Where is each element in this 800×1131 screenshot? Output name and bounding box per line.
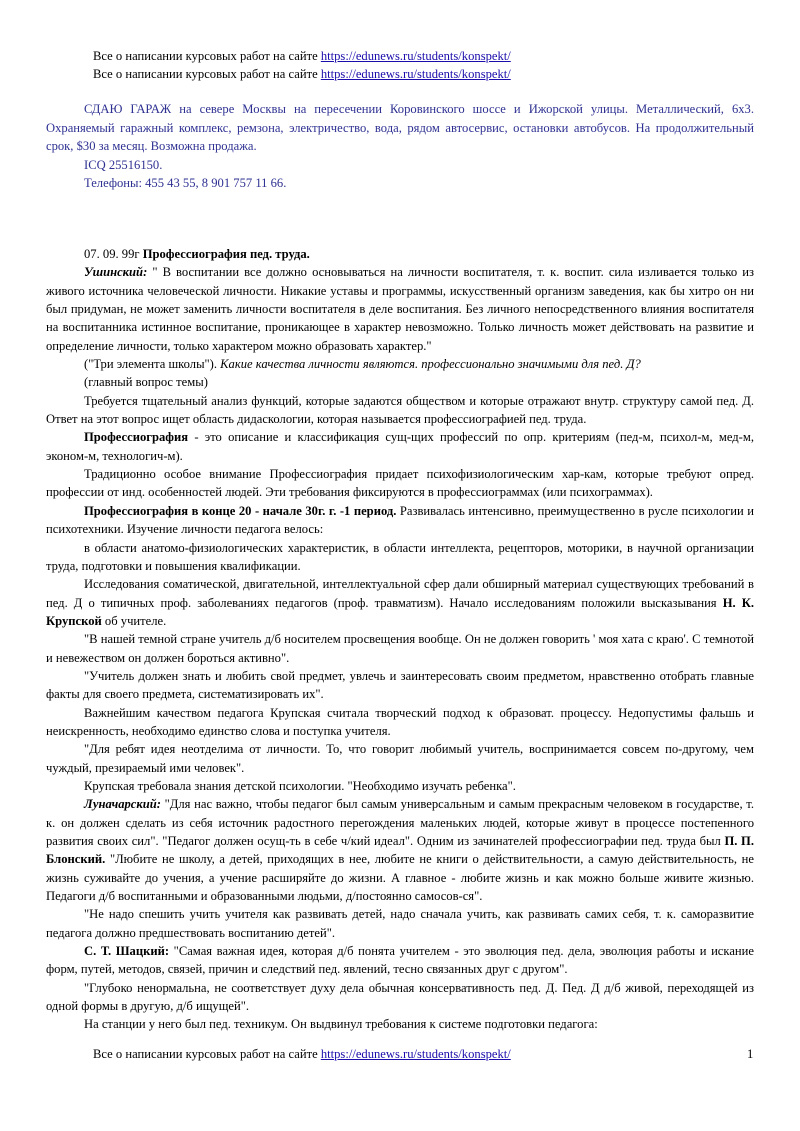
page-number: 1 [747, 1047, 754, 1061]
header-text: Все о написании курсовых работ на сайте [93, 67, 321, 81]
footer-link[interactable]: https://edunews.ru/students/konspekt/ [320, 1047, 511, 1061]
author-name: Луначарский: [84, 797, 161, 812]
paragraph-shatsky: С. Т. Шацкий: "Самая важная идея, которая д/б понята учителем - это эволюция пед. дела, эволюция работы и искание форм, путей, методов, связей, причин и следствий пед. явлений, тесно связанных друг с другом". [46, 944, 754, 977]
paragraph-technikum: На станции у него был пед. техникум. Он выдвинул требования к системе подготовки педагога: [84, 1017, 598, 1032]
header-text: Все о написании курсовых работ на сайте [93, 49, 321, 63]
quote-krupskaya-3: "Для ребят идея неотделима от личности. То, что говорит любимый учитель, воспринимается совсем по-другому, чем чуждый, презираемый ими человек". [46, 742, 754, 775]
header-line-2 [93, 65, 511, 83]
article-heading [46, 245, 754, 263]
header-link[interactable]: https://edunews.ru/students/konspekt/ [320, 67, 511, 81]
header-link[interactable]: https://edunews.ru/students/konspekt/ [320, 49, 511, 63]
ad-icq: ICQ 25516150. [84, 157, 163, 172]
paragraph-definition: Профессиография - это описание и классификация сущ-щих профессий по опр. критериям (пед-м, психол-м, мед-м, эконом-м, технологич-м). [46, 430, 754, 463]
paragraph-main-question: (главный вопрос темы) [84, 375, 208, 390]
quote-krupskaya-1: "В нашей темной стране учитель д/б носителем просвещения вообще. Он не должен говорить ' моя хата с краю'. С темнотой и невежеством он должен бороться активно". [46, 632, 754, 665]
header-line-1 [93, 47, 511, 65]
footer-line [93, 1045, 511, 1063]
paragraph-creative-approach: Важнейшим качеством педагога Крупская считала творческий подход к образоват. процессу. Недопустимы фальшь и неискренность, необходимо единство слова и поступка учителя. [46, 705, 754, 738]
quote-shatsky: "Глубоко ненормальна, не соответствует духу дела обычная консервативность пед. Д. Пед. Д д/б живой, переходящей из одной формы в другую, д/б ищущей". [46, 980, 754, 1014]
article-date: 07. 09. 99г [84, 247, 143, 261]
paragraph-ushinsky: Ушинский: " В воспитании все должно основываться на личности воспитателя, т. к. воспит. сила изливается только из живого источника человеческой личности. Никакие уставы и программы, искусственный организм заведения, как бы хитро он ни был придуман, не может заменить личности воспитателя в деле воспитания. Без личного непосредственного влияния воспитателя на воспитанника истинное воспитание, проникающее в характер невозможно. Только личность может действовать на развитие и определение личности, только характером можно образовать характер." [46, 265, 754, 353]
paragraph-lunacharsky: Луначарский: "Для нас важно, чтобы педагог был самым универсальным и самым прекрасным человеком в государстве, т. к. он должен сделать из себя источник радостного переrождения маленьких людей, которые живут в процессе постепенного развития своих сил". "Педагог должен осущ-ть в себе ч/кий идеал". Одним из зачинателей профессиографии пед. труда был П. П. Блонский. "Любите не школу, а детей, приходящих в нее, любите не книги о действительности, а самую действительность, не жизнь суживайте до учения, а учение расширяйте до жизни. А главное - любите жизнь и как можно больше живите жизнью. Педагоги д/б воспитанными и образованными людьми, д/постоянно самосов-ся". [46, 797, 755, 904]
paragraph-areas: в области анатомо-физиологических характеристик, в области интеллекта, рецепторов, моторики, в научной организации труда, подготовки и повышения квалификации. [46, 540, 754, 573]
article-body [46, 245, 754, 1034]
paragraph-question: ("Три элемента школы"). Какие качества личности являются. профессионально значимыми для пед. Д? [84, 357, 641, 372]
article-title: Профессиография пед. труда. [142, 247, 310, 261]
advertisement-block [46, 100, 754, 193]
author-name: Ушинский: [84, 265, 148, 280]
quote-blonsky: "Не надо спешить учить учителя как развивать детей, надо сначала учить, как развивать самих себя, т. к. саморазвитие педагога должно предшествовать воспитанию детей". [46, 907, 754, 940]
quote-krupskaya-2: "Учитель должен знать и любить свой предмет, увлечь и заинтересовать своим предметом, нравственно отобрать главные факты для своего предмета, систематизировать их". [46, 668, 754, 702]
ad-phones: Телефоны: 455 43 55, 8 901 757 11 66. [84, 176, 287, 190]
paragraph-tradition: Традиционно особое внимание Профессиография придает психофизиологическим хар-кам, которые требуют опред. профессии от инд. особенностей людей. Эти требования фиксируются в профессиограммах (или психограммах). [46, 467, 754, 500]
ad-paragraph: СДАЮ ГАРАЖ на севере Москвы на пересечении Коровинского шоссе и Ижорской улицы. Металлический, 6х3. Охраняемый гаражный комплекс, ремзона, электричество, вода, рядом автосервис, остановки автобусов. На продолжительный срок, $30 за месяц. Возможна продажа. [46, 102, 754, 153]
paragraph-analysis: Требуется тщательный анализ функций, которые задаются обществом и которые отражают внутр. структуру самой пед. Д. Ответ на этот вопрос ищет область дидаскологии, которая называется профессиографией пед. труда. [46, 393, 754, 427]
paragraph-period: Профессиография в конце 20 - начале 30г. г. -1 период. Развивалась интенсивно, преимущественно в русле психологии и психотехники. Изучение личности педагога велось: [46, 503, 754, 537]
footer-text: Все о написании курсовых работ на сайте [93, 1047, 321, 1061]
paragraph-research: Исследования соматической, двигательной, интеллектуальной сфер дали обширный материал существующих требований в пед. Д о типичных проф. заболеваниях педагогов (проф. травматизм). Начало исследованиям положили высказывания Н. К. Крупской об учителе. [46, 577, 754, 628]
author-name: С. Т. Шацкий: [84, 944, 170, 959]
paragraph-child-psychology: Крупская требовала знания детской психологии. "Необходимо изучать ребенка". [84, 778, 516, 793]
